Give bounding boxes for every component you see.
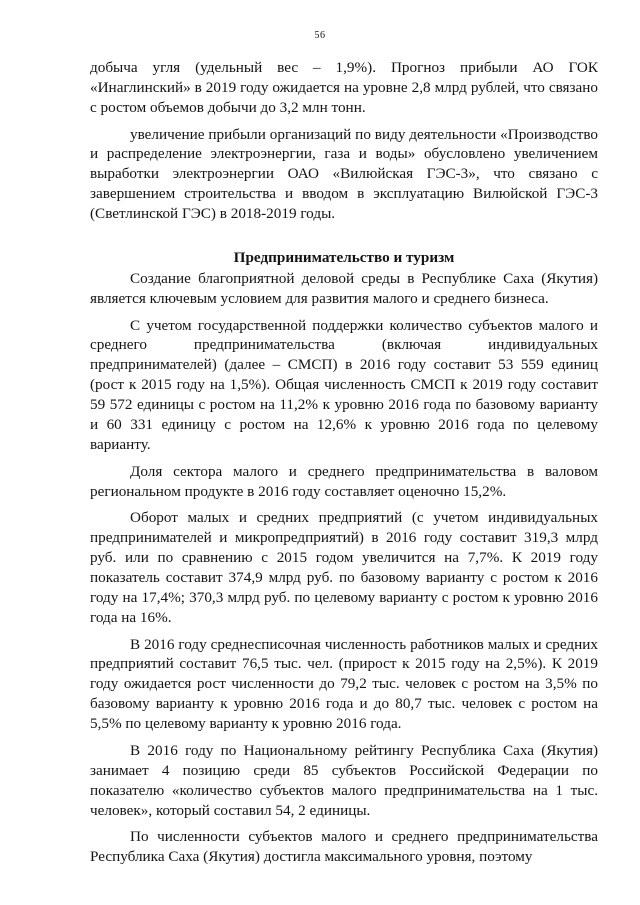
paragraph: Оборот малых и средних предприятий (с учетом индивидуальных предпринимателей и микропредприятий) в 2016 году составит 319,3 млрд руб. или по сравнению с 2015 годом увеличится на 7,7%. К 2019 году показатель составит 374,9 млрд руб. по базовому варианту с ростом к 2016 году на 17,4%; 370,3 млрд руб. по целевому варианту с ростом к уровню 2016 года на 16%. [90, 509, 598, 626]
page-number: 56 [314, 30, 326, 41]
paragraph: В 2016 году среднесписочная численность работников малых и средних предприятий составит 76,5 тыс. чел. (прирост к 2015 году на 2,5%). К 2019 году ожидается рост численности до 79,2 тыс. человек с ростом на 3,5% по базовому варианту к уровню 2016 года и до 80,7 тыс. человек с ростом на 5,5% по целевому варианту к уровню 2016 года. [90, 635, 598, 733]
paragraph: Создание благоприятной деловой среды в Республике Саха (Якутия) является ключевым условием для развития малого и среднего бизнеса. [90, 269, 598, 307]
paragraph: увеличение прибыли организаций по виду деятельности «Производство и распределение электроэнергии, газа и воды» обусловлено увеличением выработки электроэнергии ОАО «Вилюйская ГЭС-3», что связано с завершением строительства и вводом в эксплуатацию Вилюйской ГЭС-3 (Светлинской ГЭС) в 2018-2019 годы. [90, 125, 598, 223]
section-heading: Предпринимательство и туризм [233, 249, 455, 267]
paragraph: По численности субъектов малого и среднего предпринимательства Республика Саха (Якутия) достигла максимального уровня, поэтому [90, 828, 598, 866]
paragraph: В 2016 году по Национальному рейтингу Республика Саха (Якутия) занимает 4 позицию среди 85 субъектов Российской Федерации по показателю «количество субъектов малого предпринимательства на 1 тыс. человек», который составил 54, 2 единицы. [90, 741, 598, 819]
paragraph-continued: добыча угля (удельный вес – 1,9%). Прогноз прибыли АО ГОК «Инаглинский» в 2019 году ожидается на уровне 2,8 млрд рублей, что связано с ростом объемов добычи до 3,2 млн тонн. [90, 59, 598, 116]
paragraph: С учетом государственной поддержки количество субъектов малого и среднего предпринимательства (включая индивидуальных предпринимателей) (далее – СМСП) в 2016 году составит 53 559 единиц (рост к 2015 году на 1,5%). Общая численность СМСП к 2019 году составит 59 572 единицы с ростом на 11,2% к уровню 2016 года по базовому варианту и 60 331 единицу с ростом на 12,6% к уровню 2016 года по целевому варианту. [90, 316, 598, 453]
paragraph: Доля сектора малого и среднего предпринимательства в валовом региональном продукте в 2016 году составляет оценочно 15,2%. [90, 462, 598, 500]
document-body [90, 58, 598, 874]
